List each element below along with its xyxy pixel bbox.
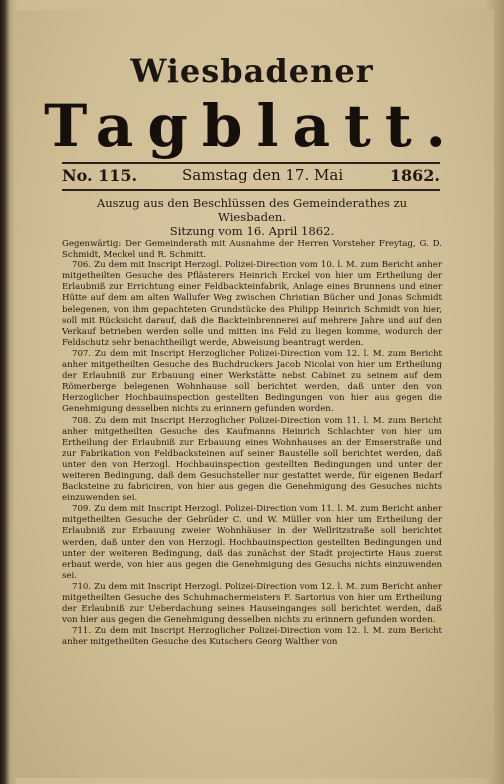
paragraph-711: 711. Zu dem mit Inscript Herzoglicher Polizei-Direction vom 12. l. M. zum Bericht anher mitgetheilten Gesuche des Kutschers Georg Walther von <box>62 626 442 648</box>
paragraph-706: 706. Zu dem mit Inscript Herzogl. Polizei-Direction vom 10. l. M. zum Bericht anher mitgetheilten Gesuche des Pflästerers Heinrich Erckel von hier um Ertheilung der Erlaubniß zur Errichtung einer Feldbackteinfabrik, Anlage eines Brunnens und einer Hütte auf dem am alten Wallufer Weg zwischen Christian Bücher und Jonas Schmidt belegenen, von ihm gepachteten Grundstücke des Philipp Heinrich Schmidt von hier, soll mit Rücksicht darauf, daß die Backteinbrennerei auf mehrere Jahre und auf den Verkauf betrieben werden solle und mitten ins Feld zu liegen komme, wodurch der Feldschutz sehr benachtheiligt werde, Abweisung beantragt werden. <box>62 260 442 348</box>
article-session: Sitzung vom 16. April 1862. <box>169 224 335 238</box>
issue-year: 1862. <box>389 166 440 185</box>
issue-date: Samstag den 17. Mai <box>182 166 344 184</box>
attendance-line: Gegenwärtig: Der Gemeinderath mit Ausnahme der Herren Vorsteher Freytag, G. D. Schmidt, Meckel und R. Schmitt. <box>62 239 442 260</box>
dateline <box>62 166 440 188</box>
masthead-title: Tagblatt. <box>44 92 460 160</box>
paragraph-709: 709. Zu dem mit Inscript Herzogl. Polizei-Direction vom 11. l. M. zum Bericht anher mitgetheilten Gesuche der Gebrüder C. und W. Müller von hier um Ertheilung der Erlaubniß zur Erbauung zweier Wohnhäuser in der Wellritzstraße soll berichtet werden, daß unter den von Herzogl. Hochbauinspection gestellten Bedingungen und unter der weiteren Bedingung, daß das zunächst der Stadt projectirte Haus zuerst erbaut werde, von hier aus gegen die Genehmigung des Gesuchs nichts einzuwenden sei. <box>62 504 442 581</box>
paragraph-707: 707. Zu dem mit Inscript Herzoglicher Polizei-Direction vom 12. l. M. zum Bericht anher mitgetheilten Gesuche des Buchdruckers Jacob Nicolai von hier um Ertheilung der Erlaubniß zur Erbauung einer Werkstätte nebst Cabinet zu seinem auf dem Römerberge belegenen Wohnhause soll berichtet werden, daß unter den von Herzoglicher Hochbauinspection gestellten Bedingungen von hier aus gegen die Genehmigung desselben nichts zu erinnern gefunden worden. <box>62 348 442 415</box>
masthead-city: Wiesbadener <box>130 52 374 90</box>
article-headline: Auszug aus den Beschlüssen des Gemeinderathes zu Wiesbaden. <box>96 196 408 224</box>
rule-top <box>62 162 440 164</box>
paragraph-708: 708. Zu dem mit Inscript Herzoglicher Polizei-Direction vom 11. l. M. zum Bericht anher mitgetheilten Gesuche des Kaufmanns Heinrich Schlachter von hier um Ertheilung der Erlaubniß zur Erbauung eines Wohnhauses an der Emserstraße und zur Fabrikation von Feldbacksteinen auf seiner Baustelle soll berichtet werden, daß unter den von Herzogl. Hochbauinspection gestellten Bedingungen und unter der weiteren Bedingung, daß dem Gesuchsteller nur gestattet werde, für eigenen Bedarf Backsteine zu fabriciren, von hier aus gegen die Genehmigung des Gesuches nichts einzuwenden sei. <box>62 415 442 504</box>
issue-number: No. 115. <box>62 166 138 185</box>
rule-bottom <box>62 189 440 191</box>
article <box>62 196 442 648</box>
paragraph-710: 710. Zu dem mit Inscript Herzogl. Polizei-Direction vom 12. l. M. zum Bericht anher mitgetheilten Gesuche des Schuhmachermeisters F. Sartorius von hier um Ertheilung der Erlaubniß zur Ueberdachung seines Hauseinganges soll berichtet werden, daß von hier aus gegen die Genehmigung desselben nichts zu erinnern gefunden worden. <box>62 581 442 626</box>
